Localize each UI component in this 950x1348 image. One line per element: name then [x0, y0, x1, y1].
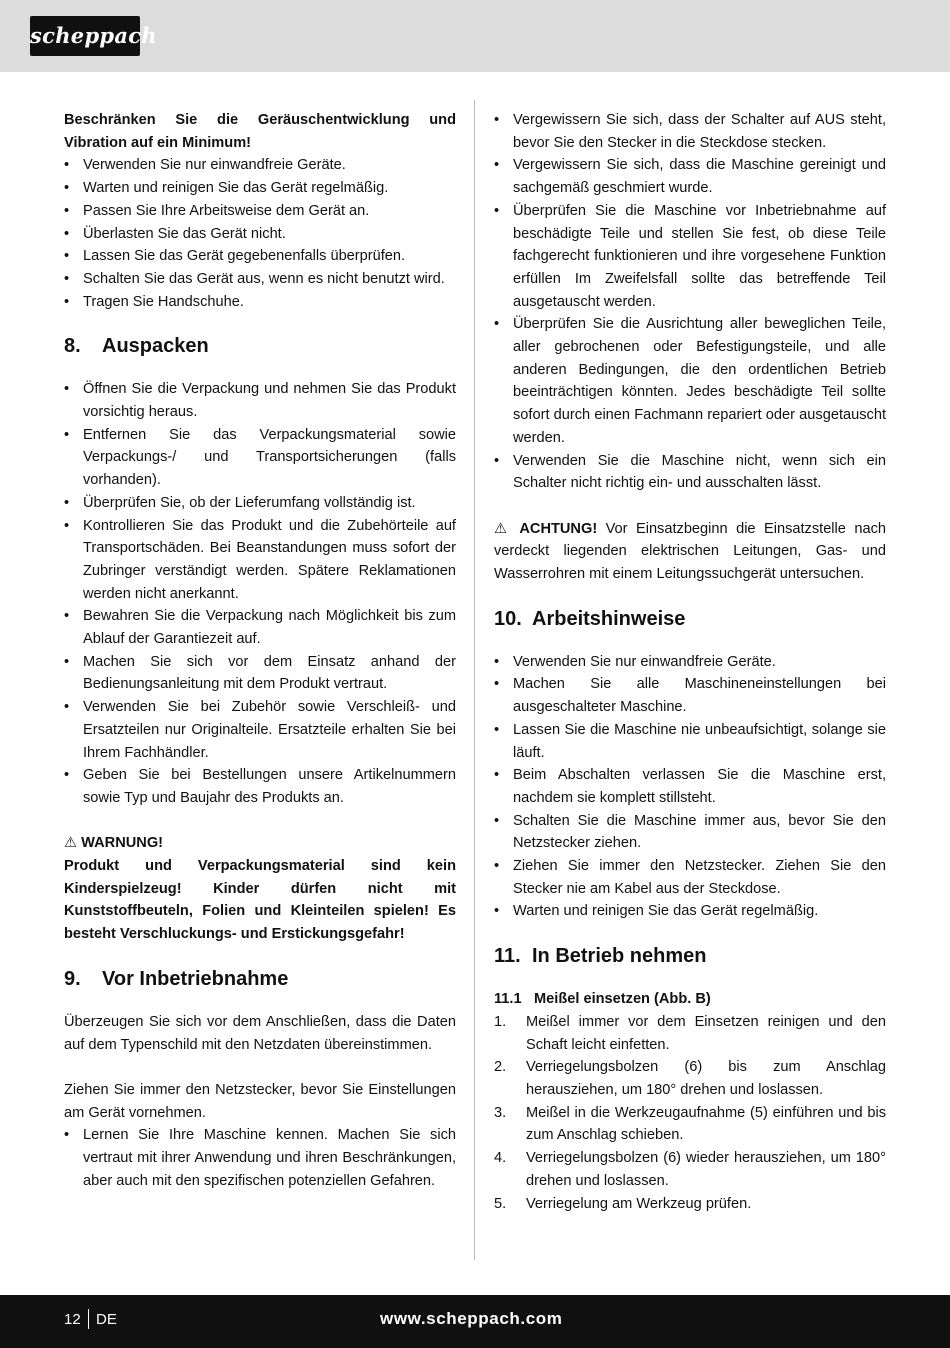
section-10-heading [494, 605, 886, 633]
list-item: • Ziehen Sie immer den Netzstecker. Ziehen Sie den Stecker nie am Kabel aus der Steckdose. [494, 855, 886, 900]
paragraph: Ziehen Sie immer den Netzstecker, bevor Sie Einstellungen am Gerät vornehmen. [64, 1081, 456, 1121]
list-item: • Verwenden Sie die Maschine nicht, wenn sich ein Schalter nicht richtig ein- und ausschalten lässt. [494, 450, 886, 495]
subsection-11-1-heading [494, 988, 886, 1011]
paragraph: Überzeugen Sie sich vor dem Anschließen, dass die Daten auf dem Typenschild mit den Netzdaten übereinstimmen. [64, 1013, 456, 1053]
step-number: 5. [494, 1195, 507, 1212]
list-item: • Verwenden Sie nur einwandfreie Geräte. [64, 154, 456, 177]
list-item: • Machen Sie sich vor dem Einsatz anhand der Bedienungsanleitung mit dem Produkt vertraut. [64, 651, 456, 696]
step-number: 1. [494, 1013, 507, 1030]
language-code: DE [96, 1311, 117, 1328]
section-title: Vor Inbetriebnahme [102, 967, 289, 990]
list-item: • Öffnen Sie die Verpackung und nehmen Sie das Produkt vorsichtig heraus. [64, 378, 456, 423]
step-number: 2. [494, 1059, 507, 1076]
brand-logo-text: scheppach [30, 23, 157, 48]
list-item: • Vergewissern Sie sich, dass die Maschine gereinigt und sachgemäß geschmiert wurde. [494, 154, 886, 199]
step-item [494, 1102, 886, 1147]
list-item: • Warten und reinigen Sie das Gerät regelmäßig. [494, 900, 886, 923]
list-item: • Lassen Sie die Maschine nie unbeaufsichtigt, solange sie läuft. [494, 719, 886, 764]
list-item: • Entfernen Sie das Verpackungsmaterial sowie Verpackungs-/ und Transportsicherungen (falls vorhanden). [64, 424, 456, 492]
step-number: 3. [494, 1104, 507, 1121]
list-item: • Warten und reinigen Sie das Gerät regelmäßig. [64, 177, 456, 200]
pre-operation-list-continued [494, 109, 886, 495]
section-number: 9. [64, 967, 81, 990]
section-title: Arbeitshinweise [532, 607, 686, 630]
list-item: • Geben Sie bei Bestellungen unsere Artikelnummern sowie Typ und Baujahr des Produkts an. [64, 764, 456, 809]
step-text: Verriegelungsbolzen (6) wieder herausziehen, um 180° drehen und loslassen. [526, 1150, 886, 1189]
warning-icon: ⚠ [494, 520, 512, 537]
step-text: Meißel in die Werkzeugaufnahme (5) einführen und bis zum Anschlag schieben. [526, 1104, 886, 1144]
list-item: • Tragen Sie Handschuhe. [64, 291, 456, 314]
caution-label-text: ACHTUNG! [519, 520, 598, 537]
warning-label-text: WARNUNG! [81, 835, 164, 852]
list-item: • Schalten Sie die Maschine immer aus, bevor Sie den Netzstecker ziehen. [494, 810, 886, 855]
list-item: • Verwenden Sie bei Zubehör sowie Verschleiß- und Ersatzteilen nur Originalteile. Ersatzteile erhalten Sie bei Ihrem Fachhändler. [64, 696, 456, 764]
section-number: 8. [64, 335, 81, 358]
step-item [494, 1193, 886, 1216]
list-item: • Passen Sie Ihre Arbeitsweise dem Gerät an. [64, 200, 456, 223]
warning-label [64, 832, 456, 855]
step-item [494, 1147, 886, 1192]
caution-label [494, 521, 597, 537]
warning-text: Produkt und Verpackungsmaterial sind kein Kinderspielzeug! Kinder dürfen nicht mit Kunststoffbeuteln, Folien und Kleinteilen spielen! Es besteht Verschluckungs- und Erstickungsgefahr! [64, 858, 456, 943]
footer-band [0, 1295, 950, 1348]
step-number: 4. [494, 1150, 507, 1167]
chisel-steps-list [494, 1011, 886, 1215]
left-column [64, 109, 456, 1193]
section-title: Auspacken [102, 335, 209, 358]
noise-reduction-list [64, 154, 456, 313]
list-item: • Überprüfen Sie die Ausrichtung aller beweglichen Teile, aller gebrochenen oder Befestigungsteile, und alle anderen Bedingungen, die den ordentlichen Betrieb beeinträchtigen könnten. Jedes beschädigte Teil sollte sofort durch einen Fachmann repariert oder ausgetauscht werden. [494, 313, 886, 449]
list-item: • Kontrollieren Sie das Produkt und die Zubehörteile auf Transportschäden. Bei Beanstandungen muss sofort der Zubringer verständigt werden. Spätere Reklamationen werden nicht anerkannt. [64, 515, 456, 606]
column-divider [474, 100, 475, 1260]
subsection-title: Meißel einsetzen (Abb. B) [534, 991, 711, 1008]
section-8-heading [64, 332, 456, 360]
list-item: • Lassen Sie das Gerät gegebenenfalls überprüfen. [64, 245, 456, 268]
header-band [0, 0, 950, 72]
list-item: • Machen Sie alle Maschineneinstellungen bei ausgeschalteter Maschine. [494, 673, 886, 718]
caution-note [494, 518, 886, 586]
list-item: • Bewahren Sie die Verpackung nach Möglichkeit bis zum Ablauf der Garantiezeit auf. [64, 605, 456, 650]
section-11-heading [494, 942, 886, 970]
work-instructions-list [494, 651, 886, 923]
noise-reduction-heading: Beschränken Sie die Geräuschentwicklung und Vibration auf ein Minimum! [64, 112, 456, 151]
step-item [494, 1056, 886, 1101]
step-text: Meißel immer vor dem Einsetzen reinigen und den Schaft leicht einfetten. [526, 1013, 886, 1053]
list-item: • Überprüfen Sie, ob der Lieferumfang vollständig ist. [64, 492, 456, 515]
step-text: Verriegelungsbolzen (6) bis zum Anschlag herausziehen, um 180° drehen und loslassen. [526, 1059, 886, 1098]
list-item: • Beim Abschalten verlassen Sie die Maschine erst, nachdem sie komplett stillsteht. [494, 764, 886, 809]
pre-operation-list [64, 1124, 456, 1192]
warning-icon: ⚠ [64, 835, 78, 852]
page-number: 12 [64, 1311, 81, 1328]
list-item: • Lernen Sie Ihre Maschine kennen. Machen Sie sich vertraut mit ihrer Anwendung und ihren Beschränkungen, aber auch mit den spezifischen potenziellen Gefahren. [64, 1124, 456, 1192]
website-url: www.scheppach.com [380, 1309, 563, 1328]
caution-text: Vor Einsatzbeginn die Einsatzstelle nach verdeckt liegenden elektrischen Leitungen, Gas- und Wasserrohren mit einem Leitungssuchgerät untersuchen. [494, 520, 886, 583]
step-item [494, 1011, 886, 1056]
list-item: • Verwenden Sie nur einwandfreie Geräte. [494, 651, 886, 674]
brand-logo [30, 16, 157, 56]
list-item: • Vergewissern Sie sich, dass der Schalter auf AUS steht, bevor Sie den Stecker in die Steckdose stecken. [494, 109, 886, 154]
footer-separator [88, 1309, 89, 1329]
list-item: • Schalten Sie das Gerät aus, wenn es nicht benutzt wird. [64, 268, 456, 291]
unpacking-list [64, 378, 456, 809]
subsection-number: 11.1 [494, 991, 522, 1008]
list-item: • Überlasten Sie das Gerät nicht. [64, 223, 456, 246]
section-number: 10. [494, 607, 522, 630]
section-number: 11. [494, 945, 521, 968]
right-column [494, 109, 886, 1215]
section-9-heading [64, 965, 456, 993]
section-title: In Betrieb nehmen [532, 945, 707, 968]
list-item: • Überprüfen Sie die Maschine vor Inbetriebnahme auf beschädigte Teile und stellen Sie fest, ob diese Teile fachgerecht funktionieren und ihre vorgesehene Funktion erfüllen Im Zweifelsfall sollte das betreffende Teil ausgetauscht werden. [494, 200, 886, 314]
step-text: Verriegelung am Werkzeug prüfen. [526, 1195, 752, 1212]
